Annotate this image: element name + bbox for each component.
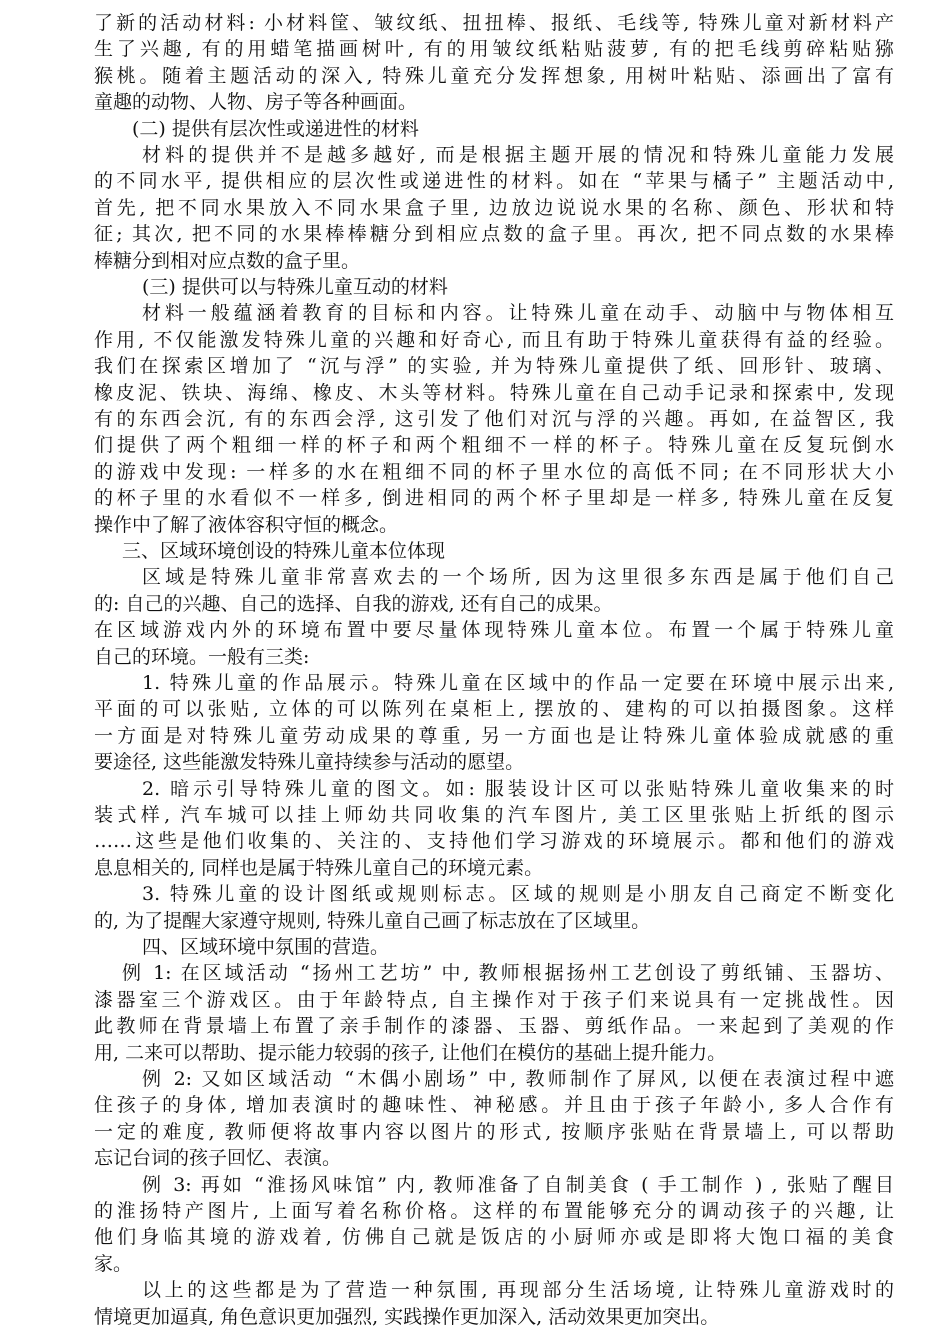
body-text-line: 我们在探索区增加了 “沉与浮” 的实验, 并为特殊儿童提供了纸、回形针、玻璃、 bbox=[94, 355, 894, 378]
body-text-line: 例 2: 又如区域活动 “木偶小剧场” 中, 教师制作了屏风, 以便在表演过程中遮 bbox=[142, 1068, 894, 1090]
body-text-line: 漆器室三个游戏区。由于年龄特点, 自主操作对于孩子们来说具有一定挑战性。因 bbox=[94, 988, 894, 1011]
body-text-line: 征; 其次, 把不同的水果棒棒糖分到相应点数的盒子里。再次, 把不同点数的水果棒 bbox=[94, 223, 894, 246]
body-text-line: 们提供了两个粗细一样的杯子和两个粗细不一样的杯子。特殊儿童在反复玩倒水 bbox=[94, 434, 894, 457]
body-text-line: 了新的活动材料: 小材料筐、皱纹纸、扭扭棒、报纸、毛线等, 特殊儿童对新材料产 bbox=[94, 12, 894, 34]
body-text-line: 要途径, 这些能激发特殊儿童持续参与活动的愿望。 bbox=[94, 751, 525, 774]
body-text-line: 自己的环境。一般有三类: bbox=[94, 645, 310, 668]
body-text-line: 操作中了解了液体容积守恒的概念。 bbox=[94, 513, 399, 536]
body-text-line: 2. 暗示引导特殊儿童的图文。如: 服装设计区可以张贴特殊儿童收集来的时 bbox=[142, 777, 894, 800]
body-text-line: 的不同水平, 提供相应的层次性或递进性的材料。如在 “苹果与橘子” 主题活动中, bbox=[94, 170, 894, 193]
body-text-line: 材料的提供并不是越多越好, 而是根据主题开展的情况和特殊儿童能力发展 bbox=[142, 144, 894, 166]
body-text-line: 他们身临其境的游戏着, 仿佛自己就是饭店的小厨师亦或是即将大饱口福的美食 bbox=[94, 1226, 894, 1249]
body-text-line: 装式样, 汽车城可以挂上师幼共同收集的汽车图片, 美工区里张贴上折纸的图示 bbox=[94, 804, 894, 826]
body-text-line: 此教师在背景墙上布置了亲手制作的漆器、玉器、剪纸作品。一来起到了美观的作 bbox=[94, 1015, 894, 1038]
body-text-line: 一定的难度, 教师便将故事内容以图片的形式, 按顺序张贴在背景墙上, 可以帮助 bbox=[94, 1120, 894, 1143]
body-text-line: 3. 特殊儿童的设计图纸或规则标志。区域的规则是小朋友自己商定不断变化 bbox=[142, 883, 894, 906]
section-heading: 四、区域环境中氛围的营造。 bbox=[142, 936, 390, 958]
body-text-line: 猴桃。随着主题活动的深入, 特殊儿童充分发挥想象, 用树叶粘贴、添画出了富有 bbox=[94, 64, 894, 87]
body-text-line: 棒糖分到相对应点数的盒子里。 bbox=[94, 249, 361, 272]
body-text-line: 橡皮泥、铁块、海绵、橡皮、木头等材料。特殊儿童在自己动手记录和探索中, 发现 bbox=[94, 381, 894, 404]
body-text-line: 的游戏中发现: 一样多的水在粗细不同的杯子里水位的高低不同; 在不同形状大小 bbox=[94, 460, 894, 483]
body-text-line: 在区域游戏内外的环境布置中要尽量体现特殊儿童本位。布置一个属于特殊儿童 bbox=[94, 619, 894, 642]
body-text-line: 生了兴趣, 有的用蜡笔描画树叶, 有的用皱纹纸粘贴菠萝, 有的把毛线剪碎粘贴猕 bbox=[94, 38, 894, 61]
body-text-line: 的: 自己的兴趣、自己的选择、自我的游戏, 还有自己的成果。 bbox=[94, 592, 613, 615]
body-text-line: 家。 bbox=[94, 1252, 133, 1275]
body-text-line: 一方面是对特殊儿童劳动成果的尊重, 另一方面也是让特殊儿童体验成就感的重 bbox=[94, 724, 894, 747]
body-text-line: 忘记台词的孩子回忆、表演。 bbox=[94, 1147, 342, 1170]
body-text-line: 以上的这些都是为了营造一种氛围, 再现部分生活场境, 让特殊儿童游戏时的 bbox=[142, 1279, 894, 1302]
body-text-line: 平面的可以张贴, 立体的可以陈列在桌柜上, 摆放的、建构的可以拍摄图象。这样 bbox=[94, 698, 894, 721]
body-text-line: 有的东西会沉, 有的东西会浮, 这引发了他们对沉与浮的兴趣。再如, 在益智区, 我 bbox=[94, 408, 894, 430]
body-text-line: 用, 二来可以帮助、提示能力较弱的孩子, 让他们在模仿的基础上提升能力。 bbox=[94, 1041, 727, 1064]
body-text-line: 住孩子的身体, 增加表演时的趣味性、神秘感。并且由于孩子年龄小, 多人合作有 bbox=[94, 1094, 894, 1117]
body-text-line: 材料一般蕴涵着教育的目标和内容。让特殊儿童在动手、动脑中与物体相互 bbox=[142, 302, 894, 325]
body-text-line: 作用, 不仅能激发特殊儿童的兴趣和好奇心, 而且有助于特殊儿童获得有益的经验。 bbox=[94, 328, 894, 351]
section-heading: (三) 提供可以与特殊儿童互动的材料 bbox=[142, 276, 448, 298]
section-heading: (二) 提供有层次性或递进性的材料 bbox=[132, 117, 419, 140]
body-text-line: 的杯子里的水看似不一样多, 倒进相同的两个杯子里却是一样多, 特殊儿童在反复 bbox=[94, 487, 894, 510]
body-text-line: 的, 为了提醒大家遵守规则, 特殊儿童自己画了标志放在了区域里。 bbox=[94, 909, 651, 932]
body-text-line: ……这些是他们收集的、关注的、支持他们学习游戏的环境展示。都和他们的游戏 bbox=[94, 830, 894, 853]
body-text-line: 童趣的动物、人物、房子等各种画面。 bbox=[94, 91, 418, 114]
body-text-line: 区域是特殊儿童非常喜欢去的一个场所, 因为这里很多东西是属于他们自己 bbox=[142, 566, 894, 589]
body-text-line: 情境更加逼真, 角色意识更加强烈, 实践操作更加深入, 活动效果更加突出。 bbox=[94, 1305, 720, 1328]
body-text-line: 的淮扬特产图片, 上面写着名称价格。这样的布置能够充分的调动孩子的兴趣, 让 bbox=[94, 1200, 894, 1222]
body-text-line: 首先, 把不同水果放入不同水果盒子里, 边放边说说水果的名称、颜色、形状和特 bbox=[94, 196, 894, 219]
section-heading: 三、区域环境创设的特殊儿童本位体现 bbox=[122, 540, 446, 562]
body-text-line: 息息相关的, 同样也是属于特殊儿童自己的环境元素。 bbox=[94, 856, 544, 879]
body-text-line: 例 3: 再如 “淮扬风味馆” 内, 教师准备了自制美食 ( 手工制作 ) , 张贴了醒目 bbox=[142, 1173, 894, 1196]
body-text-line: 例 1: 在区域活动 “扬州工艺坊” 中, 教师根据扬州工艺创设了剪纸铺、玉器坊、 bbox=[122, 962, 894, 985]
body-text-line: 1. 特殊儿童的作品展示。特殊儿童在区域中的作品一定要在环境中展示出来, bbox=[142, 672, 894, 694]
